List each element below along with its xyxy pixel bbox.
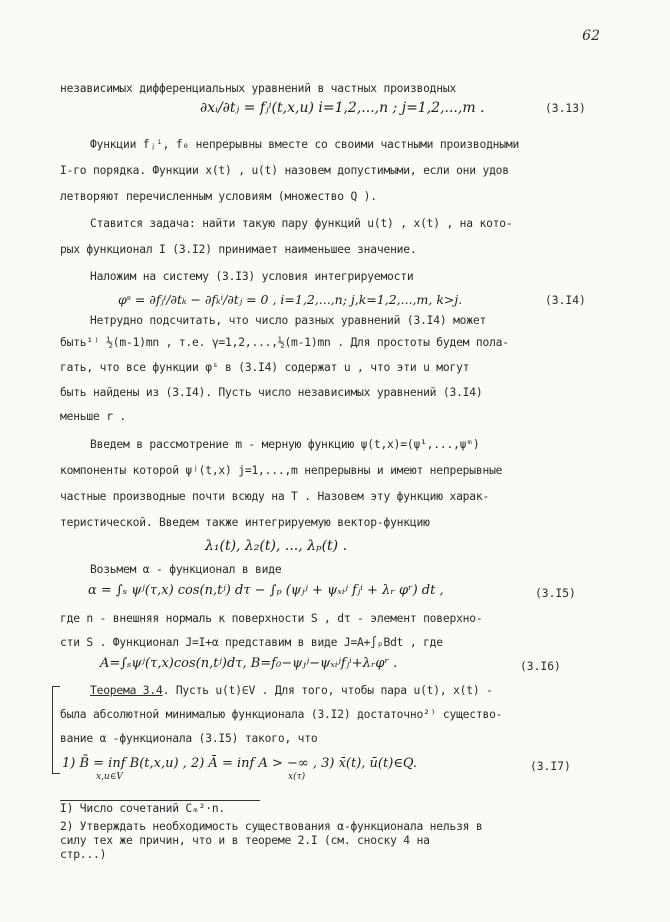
equation-number: (3.I6) (520, 660, 561, 673)
text-line: Наложим на систему (3.I3) условия интегрируемости (90, 270, 414, 283)
text-line: Введем в рассмотрение m - мерную функцию ψ(t,x)=(ψ¹,...,ψᵐ) (90, 438, 480, 451)
text-line: частные производные почти всюду на T . Назовем эту функцию харак- (60, 490, 490, 503)
text-line: была абсолютной минималью функционала (3.I2) достаточно²⁾ существо- (60, 708, 503, 721)
equation-subscript: x(τ) (288, 772, 306, 782)
footnote: 2) Утверждать необходимость существования α-функционала нельзя в (60, 820, 483, 833)
equation-subscript: x,u∈V (96, 772, 123, 782)
equation-number: (3.I4) (545, 294, 586, 307)
footnote-divider (60, 800, 260, 801)
text-line: теристической. Введем также интегрируемую вектор-функцию (60, 516, 430, 529)
text-line: рых функционал I (3.I2) принимает наименьшее значение. (60, 243, 417, 256)
equation-number: (3.I5) (535, 587, 576, 600)
text-line: независимых дифференциальных уравнений в частных производных (60, 82, 457, 95)
equation-3-17: 1) B̄ = inf B(t,x,u) , 2) Ā = inf A > −∞ , 3) x̄(t), ū(t)∈Q. (62, 756, 418, 771)
text-line: Возьмем α - функционал в виде (90, 563, 282, 576)
text-line: Функции fⱼⁱ, f₀ непрерывны вместе со своими частными производными (90, 138, 520, 151)
equation-3-13: ∂xᵢ/∂tⱼ = fⱼⁱ(t,x,u) i=1,2,...,n ; j=1,2,...,m . (200, 100, 485, 116)
equation-3-16: A=∫ₛψʲ(τ,x)cos(n,tʲ)dτ, B=f₀−ψⱼʲ−ψₓᵢʲfⱼⁱ+λᵣφʳ . (100, 656, 398, 671)
equation-3-14: φˢ = ∂fⱼⁱ/∂tₖ − ∂fₖⁱ/∂tⱼ = 0 , i=1,2,...,n; j,k=1,2,...,m, k>j. (118, 292, 463, 307)
text-line: Нетрудно подсчитать, что число разных уравнений (3.I4) может (90, 314, 487, 327)
equation-number: (3.I7) (530, 760, 571, 773)
footnote: силу тех же причин, что и в теореме 2.I (см. сноску 4 на (60, 834, 430, 847)
footnote: стр...) (60, 848, 107, 861)
text-line: быть найдены из (3.I4). Пусть число независимых уравнений (3.I4) (60, 386, 483, 399)
theorem-line (90, 684, 493, 698)
text-line: компоненты которой ψʲ(t,x) j=1,...,m непрерывны и имеют непрерывные (60, 464, 503, 477)
text-line: сти S . Функционал J=I+α представим в виде J=A+∫ₚBdt , где (60, 636, 443, 649)
equation-3-15: α = ∫ₛ ψʲ(τ,x) cos(n,tʲ) dτ − ∫ₚ (ψⱼʲ + ψₓᵢʲ fⱼⁱ + λᵣ φʳ) dt , (88, 583, 444, 598)
text-line: Ставится задача: найти такую пару функций u(t) , x(t) , на кото- (90, 217, 513, 230)
text-line: летворяют перечисленным условиям (множество Q ). (60, 190, 377, 203)
theorem-title: Теорема 3.4 (90, 684, 163, 697)
text-line: быть¹⁾ ½(m-1)mn , т.е. γ=1,2,...,½(m-1)mn . Для простоты будем пола- (60, 336, 509, 349)
theorem-bracket (52, 686, 60, 774)
theorem-text: . Пусть u(t)∈V . Для того, чтобы пара u(t), x(t) - (162, 684, 493, 697)
text-line: вание α -функционала (3.I5) такого, что (60, 732, 318, 745)
text-line: гать, что все функции φˢ в (3.I4) содержат u , что эти u могут (60, 361, 470, 374)
equation-lambda: λ₁(t), λ₂(t), ..., λₚ(t) . (205, 538, 348, 554)
text-line: где n - внешняя нормаль к поверхности S , dτ - элемент поверхно- (60, 612, 483, 625)
page-number: 62 (582, 28, 600, 44)
footnote: I) Число сочетаний Cₘ²·n. (60, 802, 226, 815)
equation-number: (3.13) (545, 102, 586, 115)
text-line: I-го порядка. Функции x(t) , u(t) назовем допустимыми, если они удов (60, 164, 509, 177)
text-line: меньше r . (60, 410, 127, 423)
